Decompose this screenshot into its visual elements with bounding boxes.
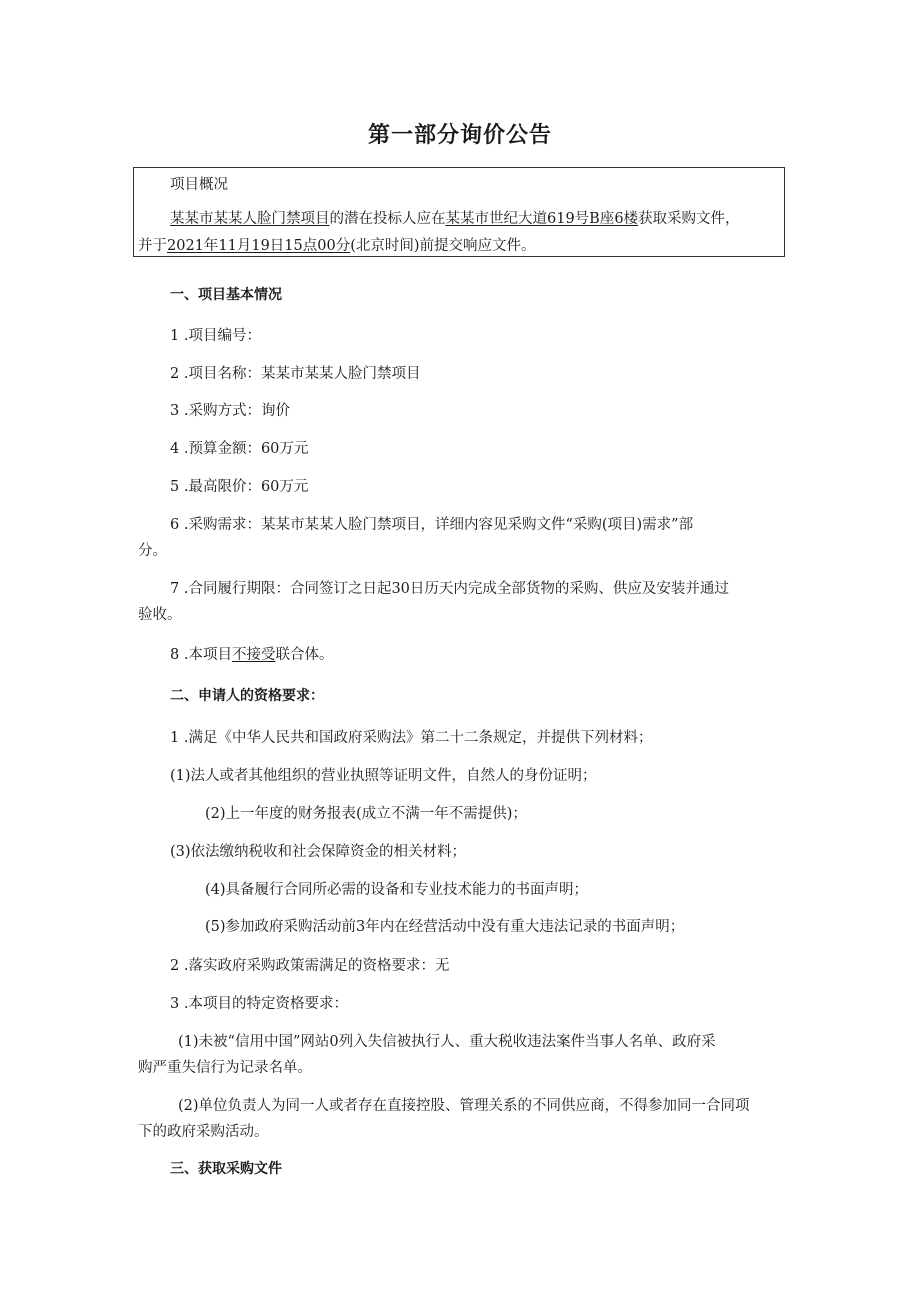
section-1-item-2: 2 .项目名称：某某市某某人脸门禁项目 bbox=[170, 366, 421, 382]
section-2-spec-2-line-2: 下的政府采购活动。 bbox=[138, 1124, 269, 1140]
section-1-item-5: 5 .最高限价：60万元 bbox=[170, 479, 309, 495]
section-1-item-6-line-1: 6 .采购需求：某某市某某人脸门禁项目，详细内容见采购文件“采购(项目)需求”部 bbox=[170, 517, 694, 533]
section-1-item-7-line-2: 验收。 bbox=[138, 607, 182, 623]
overview-line-1 bbox=[170, 209, 740, 229]
section-2-spec-1-line-2: 购严重失信行为记录名单。 bbox=[138, 1060, 312, 1076]
section-1-item-7-line-1: 7 .合同履行期限：合同签订之日起30日历天内完成全部货物的采购、供应及安装并通过 bbox=[170, 581, 729, 597]
section-2-sub-5: (5)参加政府采购活动前3年内在经营活动中没有重大违法记录的书面声明； bbox=[205, 919, 685, 935]
section-1-item-4: 4 .预算金额：60万元 bbox=[170, 441, 309, 457]
section-2-spec-2-line-1: (2)单位负责人为同一人或者存在直接控股、管理关系的不同供应商，不得参加同一合同项 bbox=[178, 1098, 750, 1114]
overview-text-1: 的潜在投标人应在 bbox=[329, 211, 446, 227]
section-2-heading: 二、申请人的资格要求： bbox=[170, 688, 324, 704]
overview-project-name: 某某市某某人脸门禁项目 bbox=[170, 211, 330, 227]
overview-text-2: 获取采购文件， bbox=[638, 211, 740, 227]
item-8-prefix: 8 .本项目 bbox=[170, 647, 232, 663]
overview-address: 某某市世纪大道619号B座6楼 bbox=[445, 211, 639, 227]
section-2-spec-1-line-1: (1)未被“信用中国”网站0列入失信被执行人、重大税收违法案件当事人名单、政府采 bbox=[178, 1034, 716, 1050]
overview-line-2 bbox=[138, 236, 536, 256]
item-8-underlined: 不接受 bbox=[231, 647, 276, 663]
item-8-suffix: 联合体。 bbox=[275, 647, 334, 663]
section-2-req-2: 2 .落实政府采购政策需满足的资格要求：无 bbox=[170, 958, 450, 974]
section-2-sub-4: (4)具备履行合同所必需的设备和专业技术能力的书面声明； bbox=[205, 882, 589, 898]
overview-suffix: (北京时间)前提交响应文件。 bbox=[350, 238, 536, 254]
section-2-sub-3: (3)依法缴纳税收和社会保障资金的相关材料； bbox=[170, 844, 467, 860]
section-1-item-8 bbox=[170, 645, 333, 665]
section-1-item-3: 3 .采购方式：询价 bbox=[170, 403, 290, 419]
section-1-item-6-line-2: 分。 bbox=[138, 543, 167, 559]
section-3-heading: 三、获取采购文件 bbox=[170, 1161, 282, 1177]
page-title: 第一部分询价公告 bbox=[367, 123, 552, 148]
section-2-sub-2: (2)上一年度的财务报表(成立不满一年不需提供)； bbox=[205, 806, 527, 822]
overview-deadline: 2021年11月19日15点00分 bbox=[167, 238, 351, 254]
section-2-req-3: 3 .本项目的特定资格要求： bbox=[170, 996, 348, 1012]
section-1-heading: 一、项目基本情况 bbox=[170, 287, 282, 303]
section-1-item-1: 1 .项目编号： bbox=[170, 328, 261, 344]
overview-prefix: 并于 bbox=[138, 238, 167, 254]
overview-heading: 项目概况 bbox=[170, 177, 228, 193]
section-2-sub-1: (1)法人或者其他组织的营业执照等证明文件，自然人的身份证明； bbox=[170, 768, 597, 784]
section-2-req-1: 1 .满足《中华人民共和国政府采购法》第二十二条规定，并提供下列材料； bbox=[170, 730, 653, 746]
